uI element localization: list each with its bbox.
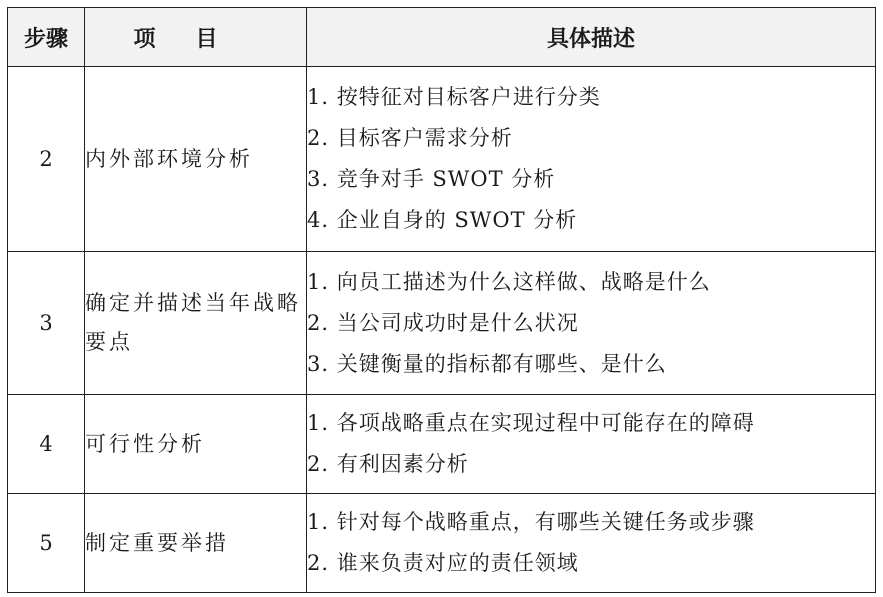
item-description — [307, 252, 876, 395]
header-item: 项目 — [85, 8, 307, 67]
item-description — [307, 395, 876, 494]
table-row — [8, 494, 876, 593]
step-number: 3 — [8, 252, 85, 395]
item-name: 可行性分析 — [85, 395, 307, 494]
description-line: 2. 当公司成功时是什么状况 — [307, 310, 579, 335]
step-number: 2 — [8, 67, 85, 252]
description-line: 2. 谁来负责对应的责任领域 — [307, 551, 579, 575]
description-line: 3. 关键衡量的指标都有哪些、是什么 — [307, 351, 667, 376]
table-row — [8, 395, 876, 494]
item-name: 制定重要举措 — [85, 494, 307, 593]
header-desc: 具体描述 — [307, 8, 876, 67]
item-description — [307, 67, 876, 252]
step-number: 4 — [8, 395, 85, 494]
item-name: 确定并描述当年战略要点 — [85, 252, 307, 395]
description-line: 1. 针对每个战略重点，有哪些关键任务或步骤 — [307, 510, 755, 534]
description-line: 3. 竞争对手 SWOT 分析 — [307, 167, 556, 191]
step-number: 5 — [8, 494, 85, 593]
description-line: 2. 有利因素分析 — [307, 452, 469, 476]
table-row — [8, 67, 876, 252]
header-step: 步骤 — [8, 8, 85, 67]
description-line: 4. 企业自身的 SWOT 分析 — [307, 208, 578, 232]
item-description — [307, 494, 876, 593]
steps-table — [7, 7, 876, 593]
table-row — [8, 252, 876, 395]
item-name: 内外部环境分析 — [85, 67, 307, 252]
description-line: 1. 各项战略重点在实现过程中可能存在的障碍 — [307, 411, 755, 435]
description-line: 1. 向员工描述为什么这样做、战略是什么 — [307, 269, 711, 294]
header-row — [8, 8, 876, 67]
description-line: 1. 按特征对目标客户进行分类 — [307, 85, 601, 109]
description-line: 2. 目标客户需求分析 — [307, 126, 513, 150]
